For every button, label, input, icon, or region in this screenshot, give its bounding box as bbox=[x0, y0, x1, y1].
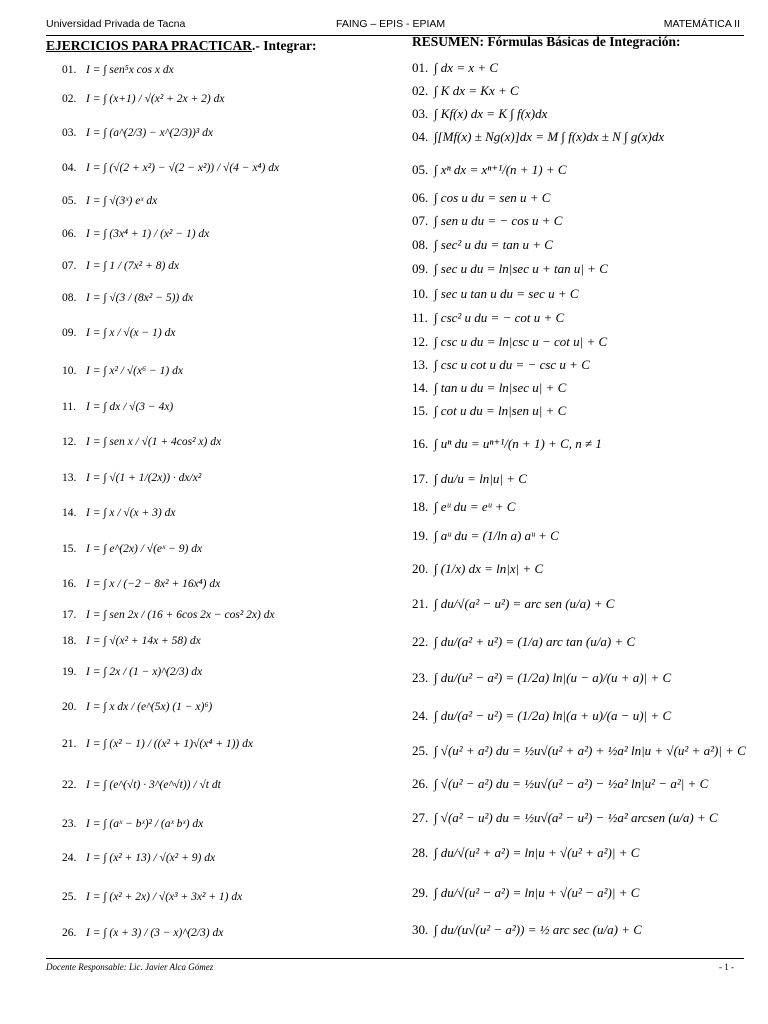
formula-expression: ∫ sen u du = − cos u + C bbox=[434, 213, 563, 228]
formula-expression: ∫[Mf(x) ± Ng(x)]dx = M ∫ f(x)dx ± N ∫ g(x)dx bbox=[434, 129, 665, 144]
formula-number: 28. bbox=[412, 845, 429, 860]
course-name: MATEMÁTICA II bbox=[663, 18, 740, 30]
formula-24 bbox=[412, 708, 671, 724]
formula-number: 10. bbox=[412, 286, 429, 301]
exercise-expression: I = ∫ √(3ˣ) eˣ dx bbox=[86, 195, 158, 207]
exercises-title bbox=[46, 38, 404, 56]
exercise-expression: I = ∫ sen x / √(1 + 4cos² x) dx bbox=[86, 436, 222, 448]
formula-18 bbox=[412, 499, 515, 515]
exercise-expression: I = ∫ sen⁵x cos x dx bbox=[86, 64, 174, 76]
exercise-expression: I = ∫ (3x⁴ + 1) / (x² − 1) dx bbox=[86, 228, 210, 240]
formula-8 bbox=[412, 237, 553, 253]
exercise-14 bbox=[62, 507, 175, 519]
exercise-21 bbox=[62, 738, 253, 750]
exercise-expression: I = ∫ √(1 + 1/(2x)) · dx/x² bbox=[86, 472, 202, 484]
exercise-expression: I = ∫ sen 2x / (16 + 6cos 2x − cos² 2x) dx bbox=[86, 609, 275, 621]
formula-26 bbox=[412, 776, 708, 792]
exercise-number: 01. bbox=[62, 64, 77, 76]
formula-expression: ∫ cot u du = ln|sen u| + C bbox=[434, 403, 567, 418]
exercise-expression: I = ∫ (√(2 + x²) − √(2 − x²)) / √(4 − x⁴) dx bbox=[86, 162, 280, 174]
formula-16 bbox=[412, 436, 602, 452]
formula-5 bbox=[412, 162, 567, 178]
formula-number: 17. bbox=[412, 471, 429, 486]
exercise-number: 07. bbox=[62, 260, 77, 272]
exercise-number: 14. bbox=[62, 507, 77, 519]
exercise-25 bbox=[62, 891, 242, 903]
page-header bbox=[46, 18, 740, 34]
formula-17 bbox=[412, 471, 527, 487]
formula-expression: ∫ √(a² − u²) du = ½u√(a² − u²) − ½a² arcsen (u/a) + C bbox=[434, 810, 718, 825]
formula-number: 11. bbox=[412, 310, 428, 325]
faculty-name: FAING – EPIS - EPIAM bbox=[336, 18, 446, 30]
exercise-number: 13. bbox=[62, 472, 77, 484]
exercise-number: 17. bbox=[62, 609, 77, 621]
formula-22 bbox=[412, 634, 635, 650]
page-number: - 1 - bbox=[719, 962, 734, 972]
exercise-expression: I = ∫ e^(2x) / √(eˣ − 9) dx bbox=[86, 543, 203, 555]
formula-expression: ∫ csc u cot u du = − csc u + C bbox=[434, 357, 590, 372]
formula-expression: ∫ cos u du = sen u + C bbox=[434, 190, 551, 205]
formula-number: 06. bbox=[412, 190, 429, 205]
exercise-11 bbox=[62, 401, 173, 413]
formula-6 bbox=[412, 190, 550, 206]
formula-number: 13. bbox=[412, 357, 429, 372]
exercises-section bbox=[46, 38, 404, 939]
formula-expression: ∫ (1/x) dx = ln|x| + C bbox=[434, 561, 544, 576]
formula-number: 12. bbox=[412, 334, 429, 349]
exercise-expression: I = ∫ (a^(2/3) − x^(2/3))³ dx bbox=[86, 127, 213, 139]
exercise-expression: I = ∫ (e^(√t) · 3^(e^√t)) / √t dt bbox=[86, 779, 221, 791]
formula-14 bbox=[412, 380, 566, 396]
formula-number: 02. bbox=[412, 83, 429, 98]
formula-number: 14. bbox=[412, 380, 429, 395]
exercise-expression: I = ∫ (aˣ − bˣ)² / (aˣ bˣ) dx bbox=[86, 818, 204, 830]
exercise-13 bbox=[62, 472, 201, 484]
formula-number: 22. bbox=[412, 634, 429, 649]
formula-12 bbox=[412, 334, 607, 350]
exercise-number: 21. bbox=[62, 738, 77, 750]
formula-expression: ∫ csc² u du = − cot u + C bbox=[434, 310, 565, 325]
formula-9 bbox=[412, 261, 608, 277]
exercise-number: 06. bbox=[62, 228, 77, 240]
exercise-26 bbox=[62, 927, 223, 939]
exercise-number: 10. bbox=[62, 365, 77, 377]
formula-number: 03. bbox=[412, 106, 429, 121]
formula-expression: ∫ K dx = Kx + C bbox=[434, 83, 519, 98]
exercise-number: 18. bbox=[62, 635, 77, 647]
formula-number: 07. bbox=[412, 213, 429, 228]
exercise-18 bbox=[62, 635, 201, 647]
university-name: Universidad Privada de Tacna bbox=[46, 18, 186, 30]
exercise-19 bbox=[62, 666, 202, 678]
exercise-expression: I = ∫ x² / √(x⁶ − 1) dx bbox=[86, 365, 183, 377]
exercise-number: 04. bbox=[62, 162, 77, 174]
formula-30 bbox=[412, 922, 642, 938]
formula-number: 29. bbox=[412, 885, 429, 900]
exercise-expression: I = ∫ (x + 3) / (3 − x)^(2/3) dx bbox=[86, 927, 224, 939]
exercise-number: 03. bbox=[62, 127, 77, 139]
formula-7 bbox=[412, 213, 562, 229]
formula-expression: ∫ dx = x + C bbox=[434, 60, 499, 75]
formula-10 bbox=[412, 286, 579, 302]
formula-number: 26. bbox=[412, 776, 429, 791]
exercise-number: 11. bbox=[62, 401, 76, 413]
formula-29 bbox=[412, 885, 639, 901]
exercise-expression: I = ∫ (x+1) / √(x² + 2x + 2) dx bbox=[86, 93, 225, 105]
formula-13 bbox=[412, 357, 590, 373]
exercise-22 bbox=[62, 779, 221, 791]
teacher-name: Docente Responsable: Lic. Javier Alca Gómez bbox=[46, 962, 214, 972]
exercise-15 bbox=[62, 543, 202, 555]
formula-19 bbox=[412, 528, 559, 544]
formula-number: 20. bbox=[412, 561, 429, 576]
exercise-expression: I = ∫ x dx / (e^(5x) (1 − x)⁶) bbox=[86, 701, 213, 713]
formula-expression: ∫ du/√(u² + a²) = ln|u + √(u² + a²)| + C bbox=[434, 845, 640, 860]
formula-number: 15. bbox=[412, 403, 429, 418]
formula-expression: ∫ du/√(a² − u²) = arc sen (u/a) + C bbox=[434, 596, 615, 611]
exercise-expression: I = ∫ dx / √(3 − 4x) bbox=[86, 401, 174, 413]
exercise-6 bbox=[62, 228, 209, 240]
exercise-1 bbox=[62, 64, 174, 76]
formula-number: 08. bbox=[412, 237, 429, 252]
formula-11 bbox=[412, 310, 564, 326]
formula-expression: ∫ du/u = ln|u| + C bbox=[434, 471, 527, 486]
formula-15 bbox=[412, 403, 566, 419]
exercise-20 bbox=[62, 701, 212, 713]
exercise-expression: I = ∫ √(3 / (8x² − 5)) dx bbox=[86, 292, 193, 304]
formula-expression: ∫ tan u du = ln|sec u| + C bbox=[434, 380, 567, 395]
formula-expression: ∫ du/(u√(u² − a²)) = ½ arc sec (u/a) + C bbox=[434, 922, 642, 937]
formula-expression: ∫ aᵘ du = (1/ln a) aᵘ + C bbox=[434, 528, 559, 543]
summary-section bbox=[412, 34, 752, 937]
summary-title: RESUMEN: Fórmulas Básicas de Integración: bbox=[412, 34, 681, 49]
exercise-24 bbox=[62, 852, 215, 864]
formula-number: 05. bbox=[412, 162, 429, 177]
formula-number: 24. bbox=[412, 708, 429, 723]
footer-divider bbox=[46, 958, 744, 959]
formula-expression: ∫ eᵘ du = eᵘ + C bbox=[434, 499, 516, 514]
formula-number: 18. bbox=[412, 499, 429, 514]
formula-expression: ∫ sec² u du = tan u + C bbox=[434, 237, 553, 252]
formula-28 bbox=[412, 845, 639, 861]
exercise-number: 20. bbox=[62, 701, 77, 713]
formula-number: 21. bbox=[412, 596, 429, 611]
exercise-number: 22. bbox=[62, 779, 77, 791]
exercise-expression: I = ∫ (x² + 13) / √(x² + 9) dx bbox=[86, 852, 216, 864]
formula-25 bbox=[412, 743, 746, 759]
formula-4 bbox=[412, 129, 664, 145]
formula-2 bbox=[412, 83, 519, 99]
exercise-expression: I = ∫ √(x² + 14x + 58) dx bbox=[86, 635, 201, 647]
exercise-number: 26. bbox=[62, 927, 77, 939]
formula-expression: ∫ du/(a² − u²) = (1/2a) ln|(a + u)/(a − u)| + C bbox=[434, 708, 672, 723]
exercise-number: 12. bbox=[62, 436, 77, 448]
formula-number: 16. bbox=[412, 436, 429, 451]
formula-expression: ∫ √(u² − a²) du = ½u√(u² − a²) − ½a² ln|u² − a²| + C bbox=[434, 776, 709, 791]
exercise-number: 19. bbox=[62, 666, 77, 678]
formula-23 bbox=[412, 670, 671, 686]
formula-number: 30. bbox=[412, 922, 429, 937]
exercise-number: 15. bbox=[62, 543, 77, 555]
formula-expression: ∫ sec u du = ln|sec u + tan u| + C bbox=[434, 261, 608, 276]
exercise-7 bbox=[62, 260, 179, 272]
exercises-title-main: EJERCICIOS PARA PRACTICAR bbox=[46, 38, 253, 53]
exercise-expression: I = ∫ (x² + 2x) / √(x³ + 3x² + 1) dx bbox=[86, 891, 243, 903]
exercise-number: 08. bbox=[62, 292, 77, 304]
exercise-4 bbox=[62, 162, 279, 174]
exercise-number: 05. bbox=[62, 195, 77, 207]
exercise-expression: I = ∫ x / (−2 − 8x² + 16x⁴) dx bbox=[86, 578, 221, 590]
exercise-number: 24. bbox=[62, 852, 77, 864]
formula-expression: ∫ Kf(x) dx = K ∫ f(x)dx bbox=[434, 106, 548, 121]
formula-number: 23. bbox=[412, 670, 429, 685]
formula-number: 25. bbox=[412, 743, 429, 758]
exercise-number: 25. bbox=[62, 891, 77, 903]
formula-1 bbox=[412, 60, 498, 76]
exercise-2 bbox=[62, 93, 224, 105]
exercise-8 bbox=[62, 292, 193, 304]
exercise-3 bbox=[62, 127, 213, 139]
formula-expression: ∫ csc u du = ln|csc u − cot u| + C bbox=[434, 334, 608, 349]
exercise-17 bbox=[62, 609, 275, 621]
formula-expression: ∫ du/√(u² − a²) = ln|u + √(u² − a²)| + C bbox=[434, 885, 640, 900]
exercise-expression: I = ∫ 1 / (7x² + 8) dx bbox=[86, 260, 180, 272]
exercise-expression: I = ∫ (x² − 1) / ((x² + 1)√(x⁴ + 1)) dx bbox=[86, 738, 253, 750]
exercise-12 bbox=[62, 436, 221, 448]
exercise-expression: I = ∫ x / √(x − 1) dx bbox=[86, 327, 176, 339]
formula-number: 09. bbox=[412, 261, 429, 276]
exercise-23 bbox=[62, 818, 203, 830]
page-footer bbox=[46, 962, 740, 972]
formula-expression: ∫ xⁿ dx = xⁿ⁺¹/(n + 1) + C bbox=[434, 162, 567, 177]
formula-expression: ∫ du/(a² + u²) = (1/a) arc tan (u/a) + C bbox=[434, 634, 636, 649]
exercises-title-suffix: .- Integrar: bbox=[252, 38, 317, 53]
exercise-expression: I = ∫ 2x / (1 − x)^(2/3) dx bbox=[86, 666, 203, 678]
formula-number: 01. bbox=[412, 60, 429, 75]
formula-number: 04. bbox=[412, 129, 429, 144]
formula-expression: ∫ uⁿ du = uⁿ⁺¹/(n + 1) + C, n ≠ 1 bbox=[434, 436, 602, 451]
exercise-5 bbox=[62, 195, 157, 207]
exercise-number: 16. bbox=[62, 578, 77, 590]
formula-20 bbox=[412, 561, 543, 577]
formula-expression: ∫ du/(u² − a²) = (1/2a) ln|(u − a)/(u + a)| + C bbox=[434, 670, 672, 685]
formula-27 bbox=[412, 810, 718, 826]
exercise-number: 23. bbox=[62, 818, 77, 830]
formula-number: 27. bbox=[412, 810, 429, 825]
formula-21 bbox=[412, 596, 614, 612]
exercise-10 bbox=[62, 365, 183, 377]
formula-number: 19. bbox=[412, 528, 429, 543]
formula-expression: ∫ √(u² + a²) du = ½u√(u² + a²) + ½a² ln|u + √(u² + a²)| + C bbox=[434, 743, 746, 758]
exercise-number: 09. bbox=[62, 327, 77, 339]
formula-3 bbox=[412, 106, 547, 122]
exercise-16 bbox=[62, 578, 220, 590]
exercise-expression: I = ∫ x / √(x + 3) dx bbox=[86, 507, 176, 519]
exercise-9 bbox=[62, 327, 175, 339]
exercise-number: 02. bbox=[62, 93, 77, 105]
formula-expression: ∫ sec u tan u du = sec u + C bbox=[434, 286, 579, 301]
